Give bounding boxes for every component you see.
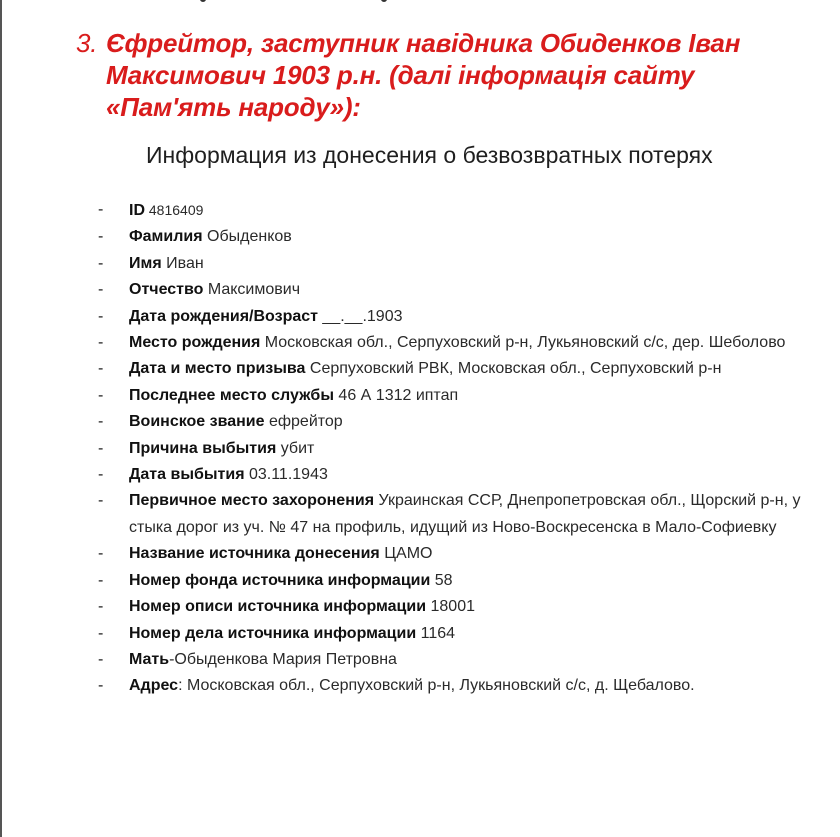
info-list-item <box>98 330 828 356</box>
field-value: Серпуховский РВК, Московская обл., Серпуховский р-н <box>305 360 722 378</box>
field-value: 03.11.1943 <box>244 466 328 484</box>
field-value: 58 <box>430 571 453 589</box>
list-bullet: - <box>98 598 104 616</box>
info-list-item <box>98 356 828 382</box>
field-label: Отчество <box>129 281 204 299</box>
field-label: Первичное место захоронения <box>129 492 375 510</box>
field-label: Фамилия <box>129 228 203 246</box>
field-value: -Обыденкова Мария Петровна <box>169 650 397 668</box>
field-label: Дата рождения/Возраст <box>129 307 318 325</box>
info-list-item <box>98 647 828 673</box>
section-heading-text: Єфрейтор, заступник навідника Обиденков Іван Максимович 1903 р.н. (далі інформація сайту «Пам'ять народу»): <box>106 28 741 122</box>
info-list-item <box>98 673 828 699</box>
info-list-item <box>98 251 828 277</box>
field-value: убит <box>276 439 315 457</box>
info-list-item <box>98 436 828 462</box>
list-bullet: - <box>98 571 104 589</box>
info-list-item <box>98 621 828 647</box>
field-label: Воинское звание <box>129 413 265 431</box>
list-bullet: - <box>98 413 104 431</box>
field-value: : Московская обл., Серпуховский р-н, Лукьяновский с/с, д. Щебалово. <box>178 677 695 695</box>
top-mark <box>381 0 387 2</box>
field-label: ID <box>129 202 145 219</box>
top-mark <box>200 0 206 2</box>
field-label: Причина выбытия <box>129 439 277 457</box>
info-list-item <box>98 277 828 303</box>
field-value: Украинская ССР, Днепропетровская обл., Щорский р-н, у стыка дорог из уч. № 47 на профиль, идущий из Ново-Воскресенска в Мало-Софиевку <box>129 492 801 536</box>
field-label: Адрес <box>129 677 179 695</box>
info-list-item <box>98 304 828 330</box>
field-label: Мать <box>129 650 170 668</box>
list-bullet: - <box>98 386 104 404</box>
info-list-item <box>98 409 828 435</box>
field-value: Иван <box>161 254 204 272</box>
field-label: Дата и место призыва <box>129 360 306 378</box>
list-bullet: - <box>98 439 104 457</box>
list-bullet: - <box>98 545 104 563</box>
field-label: Номер описи источника информации <box>129 598 427 616</box>
list-bullet: - <box>98 624 104 642</box>
field-value: 46 А 1312 иптап <box>333 386 459 404</box>
info-list-item <box>98 541 828 567</box>
field-value: __.__.1903 <box>317 307 403 325</box>
field-value: 18001 <box>426 598 475 616</box>
list-bullet: - <box>98 650 104 668</box>
top-edge-marks <box>200 0 387 4</box>
field-label: Место рождения <box>129 334 261 352</box>
list-bullet: - <box>98 466 104 484</box>
field-value: Максимович <box>203 281 301 299</box>
field-label: Номер фонда источника информации <box>129 571 431 589</box>
field-label: Имя <box>129 254 162 272</box>
field-value: Московская обл., Серпуховский р-н, Лукьяновский с/с, дер. Шеболово <box>260 334 786 352</box>
section-number: 3. <box>76 28 98 58</box>
info-list-item <box>98 488 828 541</box>
field-value: 4816409 <box>145 202 204 218</box>
list-bullet: - <box>98 492 104 510</box>
list-bullet: - <box>98 307 104 325</box>
field-value: ЦАМО <box>379 545 433 563</box>
field-label: Последнее место службы <box>129 386 334 404</box>
info-list-item <box>98 568 828 594</box>
info-list-item <box>98 594 828 620</box>
field-value: ефрейтор <box>264 413 343 431</box>
field-label: Дата выбытия <box>129 466 245 484</box>
page-left-border <box>0 0 2 837</box>
list-bullet: - <box>98 254 104 272</box>
list-bullet: - <box>98 677 104 695</box>
field-label: Номер дела источника информации <box>129 624 417 642</box>
info-list-item <box>98 224 828 250</box>
info-list-item <box>98 197 828 224</box>
list-bullet: - <box>98 228 104 246</box>
section-heading <box>76 27 816 123</box>
list-bullet: - <box>98 201 104 218</box>
info-list-item <box>98 462 828 488</box>
info-list <box>98 197 828 700</box>
list-bullet: - <box>98 334 104 352</box>
list-bullet: - <box>98 281 104 299</box>
info-list-item <box>98 383 828 409</box>
list-bullet: - <box>98 360 104 378</box>
field-value: 1164 <box>416 624 456 642</box>
field-label: Название источника донесения <box>129 545 380 563</box>
report-subtitle: Информация из донесения о безвозвратных потерях <box>146 142 713 168</box>
field-value: Обыденков <box>202 228 292 246</box>
